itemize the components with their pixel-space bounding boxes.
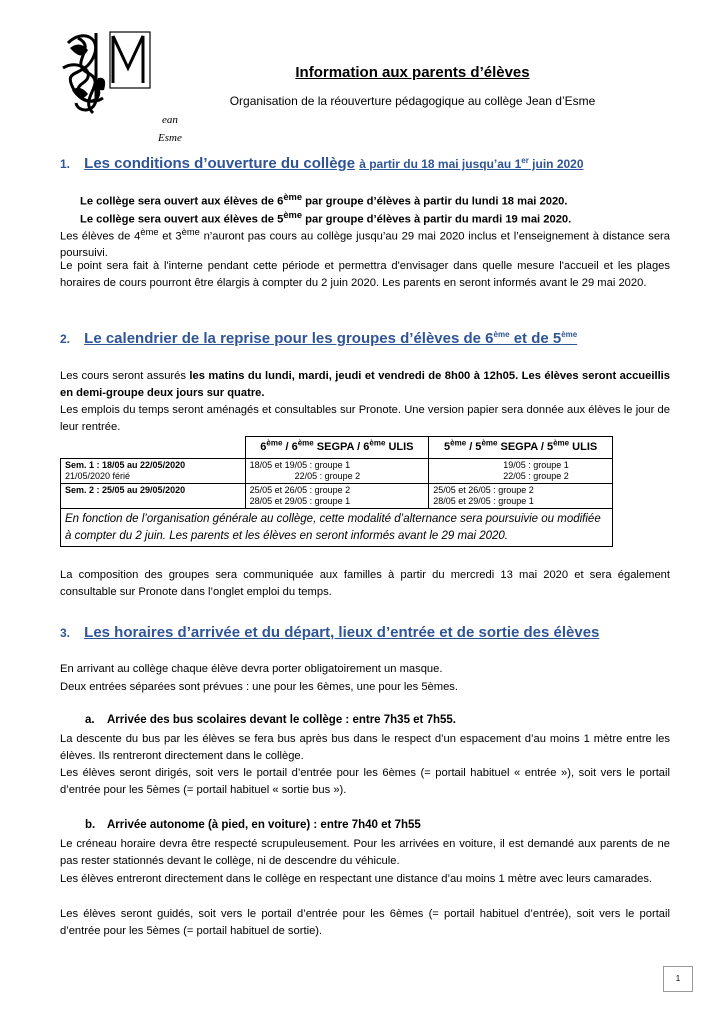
section-2-paragraph-3: La composition des groupes sera communiquée aux familles à partir du mercredi 13 mai 2020 et sera également consultable sur Pronote dans l’onglet emploi du temps. [60, 569, 670, 598]
section-1-paragraph-1: Les élèves de 4ème et 3ème n’auront pas cours au collège jusqu’au 29 mai 2020 inclus et l’enseignement à distance sera poursuivi. [60, 227, 670, 260]
week-2-6eme: 25/05 et 26/05 : groupe 2 28/05 et 29/05 : groupe 1 [245, 484, 429, 509]
week-1-5eme: 19/05 : groupe 1 22/05 : groupe 2 [429, 459, 613, 484]
logo-line-2: Esme [158, 132, 182, 144]
logo-line-1: ean [162, 114, 178, 126]
subsection-b-heading: b. Arrivée autonome (à pied, en voiture) : entre 7h40 et 7h55 [85, 819, 421, 831]
section-3-paragraph-2: Deux entrées séparées sont prévues : une pour les 6èmes, une pour les 5èmes. [60, 681, 459, 693]
section-2-paragraph-1: Les cours seront assurés les matins du lundi, mardi, jeudi et vendredi de 8h00 à 12h05. Les élèves seront accueillis en demi-groupe deux jours sur quatre. [60, 370, 671, 399]
page-number: 1 [663, 966, 693, 992]
subsection-a-paragraph-1: La descente du bus par les élèves se fera bus après bus dans le respect d’un espacement d’au moins 1 mètre entre les élèves. Ils rentreront directement dans le collège. [60, 733, 670, 762]
section-2-number: 2. [60, 332, 71, 346]
header-6eme: 6ème / 6ème SEGPA / 6ème ULIS [245, 437, 429, 459]
section-3-heading [60, 624, 599, 641]
section-3-paragraph-1: En arrivant au collège chaque élève devra porter obligatoirement un masque. [60, 663, 443, 675]
section-1-paragraph-2: Le point sera fait à l'interne pendant cette période et permettra d'envisager dans quelle mesure l'accueil et les plages horaires de cours pourront être élargis à compter du 2 juin 2020. Les parents en seront informés avant le 29 mai 2020. [60, 260, 670, 289]
table-row [61, 484, 613, 509]
section-2-title: Le calendrier de la reprise pour les groupes d’élèves de 6ème et de 5ème [84, 330, 578, 347]
table-note: En fonction de l’organisation générale au collège, cette modalité d’alternance sera poursuivie ou modifiée à compter du 2 juin. Les parents et les élèves en seront informés avant le 29 mai 2020. [61, 509, 613, 547]
table-corner-cell [61, 437, 246, 459]
week-2-label: Sem. 2 : 25/05 au 29/05/2020 [61, 484, 246, 509]
week-1-label: Sem. 1 : 18/05 au 22/05/2020 21/05/2020 férié [61, 459, 246, 484]
subsection-b-paragraph-1: Le créneau horaire devra être respecté scrupuleusement. Pour les arrivées en voiture, il est demandé aux parents de ne pas rester stationnés devant le collège, ni de descendre du véhicule. [60, 838, 670, 867]
table-note-row [61, 509, 613, 547]
document-subtitle: Organisation de la réouverture pédagogique au collège Jean d’Esme [229, 94, 596, 108]
section-1-date-range: à partir du 18 mai jusqu’au 1er juin 2020 [359, 156, 584, 171]
section-3-title: Les horaires d’arrivée et du départ, lieux d’entrée et de sortie des élèves [84, 624, 600, 641]
section-1-heading [60, 155, 584, 172]
header-5eme: 5ème / 5ème SEGPA / 5ème ULIS [429, 437, 613, 459]
section-3-number: 3. [60, 626, 71, 640]
subsection-a-heading: a. Arrivée des bus scolaires devant le collège : entre 7h35 et 7h55. [85, 714, 456, 726]
schedule-table [60, 436, 613, 547]
table-row [61, 459, 613, 484]
section-1-line-6eme: Le collège sera ouvert aux élèves de 6ème par groupe d’élèves à partir du lundi 18 mai 2020. [80, 192, 568, 208]
table-header-row [61, 437, 613, 459]
subsection-b-paragraph-2: Les élèves entreront directement dans le collège en respectant une distance d’au moins 1 mètre avec leurs camarades. [60, 873, 653, 885]
week-1-6eme: 18/05 et 19/05 : groupe 1 22/05 : groupe 2 [245, 459, 429, 484]
subsection-b-paragraph-3: Les élèves seront guidés, soit vers le portail d’entrée pour les 6èmes (= portail habituel d’entrée), soit vers le portail d’entrée pour les 5èmes (= portail habituel de sortie). [60, 908, 670, 937]
section-1-title: Les conditions d’ouverture du collège [84, 155, 356, 172]
section-1-number: 1. [60, 157, 71, 171]
section-2-paragraph-2: Les emplois du temps seront aménagés et consultables sur Pronote. Une version papier sera donnée aux élèves le jour de leur rentrée. [60, 404, 670, 433]
subsection-a-paragraph-2: Les élèves seront dirigés, soit vers le portail d’entrée pour les 6èmes (= portail habituel « entrée »), soit vers le portail d’entrée pour les 5èmes (= portail habituel « sortie bus »). [60, 767, 670, 796]
section-1-line-5eme: Le collège sera ouvert aux élèves de 5ème par groupe d’élèves à partir du mardi 19 mai 2020. [80, 210, 572, 226]
section-2-heading [60, 330, 577, 347]
document-title: Information aux parents d’élèves [295, 64, 530, 81]
week-2-5eme: 25/05 et 26/05 : groupe 2 28/05 et 29/05 : groupe 1 [429, 484, 613, 509]
